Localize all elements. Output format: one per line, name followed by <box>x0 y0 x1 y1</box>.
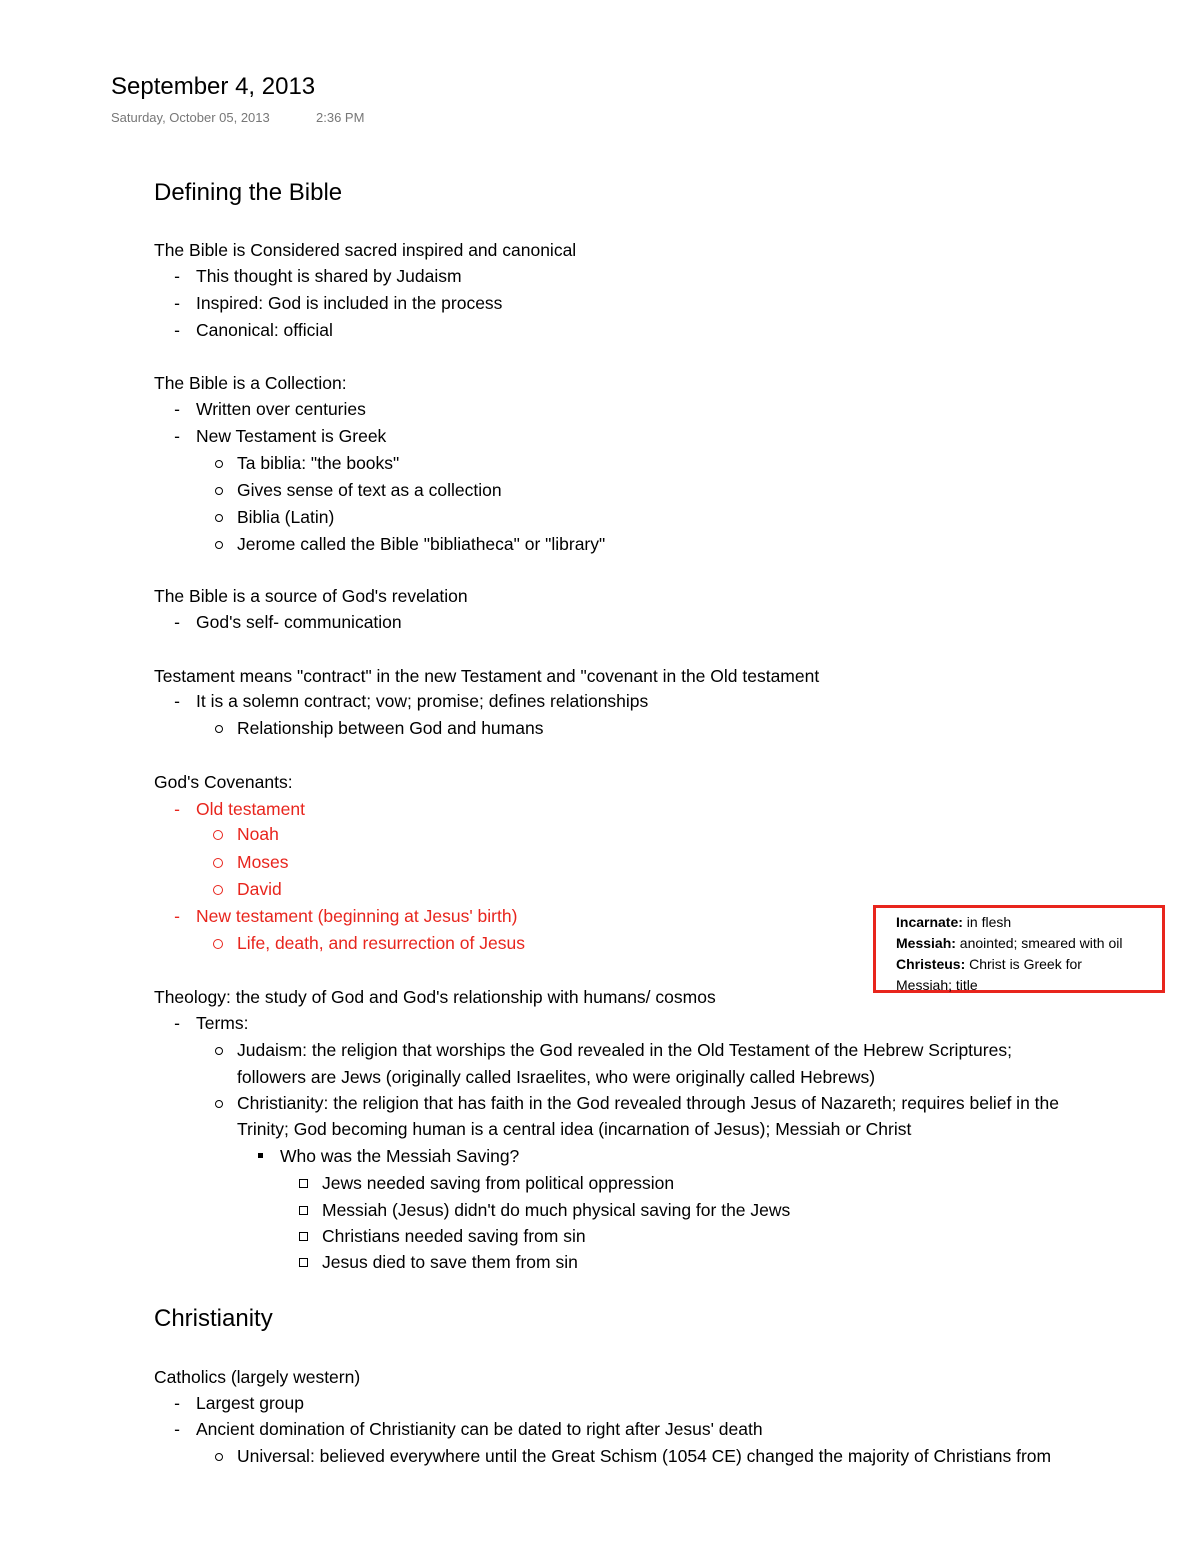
answer-item: Jews needed saving from political oppression <box>322 1173 675 1193</box>
list-item: New Testament is Greek <box>196 426 387 446</box>
circle-bullet-icon <box>213 510 225 522</box>
circle-bullet-icon <box>213 855 225 867</box>
answer-item: Jesus died to save them from sin <box>322 1252 578 1272</box>
note-time: 2:36 PM <box>316 110 365 125</box>
sub-list-item: Ta biblia: "the books" <box>237 453 400 473</box>
sub-list-item: Moses <box>237 852 289 872</box>
page-title: September 4, 2013 <box>111 73 316 100</box>
definition-messiah <box>896 933 1142 954</box>
definition-incarnate <box>896 912 1142 933</box>
circle-bullet-icon <box>213 483 225 495</box>
list-item-terms: Terms: <box>196 1013 249 1033</box>
dash-bullet: - <box>174 1393 180 1413</box>
list-item: This thought is shared by Judaism <box>196 266 462 286</box>
definition-term: Incarnate: <box>896 914 963 930</box>
sub-list-item-judaism: Judaism: the religion that worships the God revealed in the Old Testament of the Hebrew Scriptures; <box>237 1040 1012 1060</box>
dash-bullet: - <box>174 320 180 340</box>
sub-list-item: Noah <box>237 824 279 844</box>
sub-list-item: David <box>237 879 282 899</box>
list-item: God's self- communication <box>196 612 402 632</box>
list-item: Canonical: official <box>196 320 333 340</box>
answer-item: Messiah (Jesus) didn't do much physical saving for the Jews <box>322 1200 791 1220</box>
paragraph-covenants: God's Covenants: <box>154 772 293 792</box>
checkbox-bullet-icon <box>298 1253 310 1265</box>
list-item-new-testament: New testament (beginning at Jesus' birth) <box>196 906 518 926</box>
sub-list-item: Relationship between God and humans <box>237 718 544 738</box>
dash-bullet: - <box>174 1419 180 1439</box>
definition-term: Christeus: <box>896 956 966 972</box>
circle-bullet-icon <box>213 537 225 549</box>
list-item: Largest group <box>196 1393 304 1413</box>
paragraph-testament: Testament means "contract" in the new Testament and "covenant in the Old testament <box>154 666 820 686</box>
sub-list-item: Jerome called the Bible "bibliatheca" or "library" <box>237 534 606 554</box>
definitions-callout-box <box>873 905 1165 993</box>
definition-text: Christ is Greek for <box>965 956 1082 972</box>
sub-list-item: Biblia (Latin) <box>237 507 335 527</box>
sub-list-item-christianity-cont: Trinity; God becoming human is a central idea (incarnation of Jesus); Messiah or Christ <box>237 1119 912 1139</box>
sub-list-item-christianity: Christianity: the religion that has faith in the God revealed through Jesus of Nazareth; requires belief in the <box>237 1093 1059 1113</box>
sub-list-item-judaism-cont: followers are Jews (originally called Israelites, who were originally called Hebrews) <box>237 1067 876 1087</box>
list-item-old-testament: Old testament <box>196 799 305 819</box>
circle-bullet-icon <box>213 1096 225 1108</box>
note-date: Saturday, October 05, 2013 <box>111 110 270 125</box>
dash-bullet: - <box>174 1013 180 1033</box>
section-heading-defining-bible: Defining the Bible <box>154 179 343 206</box>
paragraph-theology: Theology: the study of God and God's relationship with humans/ cosmos <box>154 987 716 1007</box>
dash-bullet: - <box>174 266 180 286</box>
checkbox-bullet-icon <box>298 1227 310 1239</box>
circle-bullet-icon <box>213 936 225 948</box>
dash-bullet: - <box>174 612 180 632</box>
circle-bullet-icon <box>213 721 225 733</box>
circle-bullet-icon <box>213 456 225 468</box>
checkbox-bullet-icon <box>298 1201 310 1213</box>
circle-bullet-icon <box>213 1043 225 1055</box>
list-item: Inspired: God is included in the process <box>196 293 503 313</box>
section-heading-christianity: Christianity <box>154 1305 273 1332</box>
dash-bullet: - <box>174 906 180 926</box>
list-item: Written over centuries <box>196 399 366 419</box>
list-item: Ancient domination of Christianity can be dated to right after Jesus' death <box>196 1419 763 1439</box>
dash-bullet: - <box>174 691 180 711</box>
definition-text: in flesh <box>962 914 1012 930</box>
paragraph-sacred: The Bible is Considered sacred inspired and canonical <box>154 240 577 260</box>
circle-bullet-icon <box>213 1449 225 1461</box>
dash-bullet: - <box>174 293 180 313</box>
paragraph-collection: The Bible is a Collection: <box>154 373 347 393</box>
paragraph-catholics: Catholics (largely western) <box>154 1367 361 1387</box>
definition-term: Messiah: <box>896 935 956 951</box>
answer-item: Christians needed saving from sin <box>322 1226 586 1246</box>
dash-bullet: - <box>174 399 180 419</box>
definition-text: anointed; smeared with oil <box>955 935 1123 951</box>
sub-sub-list-item: Who was the Messiah Saving? <box>280 1146 520 1166</box>
checkbox-bullet-icon <box>298 1174 310 1186</box>
square-bullet-icon <box>256 1148 268 1160</box>
circle-bullet-icon <box>213 827 225 839</box>
sub-list-item: Gives sense of text as a collection <box>237 480 502 500</box>
definition-christeus <box>896 954 1142 975</box>
sub-list-item: Life, death, and resurrection of Jesus <box>237 933 525 953</box>
sub-list-item: Universal: believed everywhere until the Great Schism (1054 CE) changed the majority of Christians from <box>237 1446 1052 1466</box>
list-item: It is a solemn contract; vow; promise; defines relationships <box>196 691 649 711</box>
definition-christeus-cont: Messiah; title <box>896 977 978 993</box>
paragraph-revelation: The Bible is a source of God's revelation <box>154 586 468 606</box>
circle-bullet-icon <box>213 882 225 894</box>
dash-bullet: - <box>174 799 180 819</box>
dash-bullet: - <box>174 426 180 446</box>
